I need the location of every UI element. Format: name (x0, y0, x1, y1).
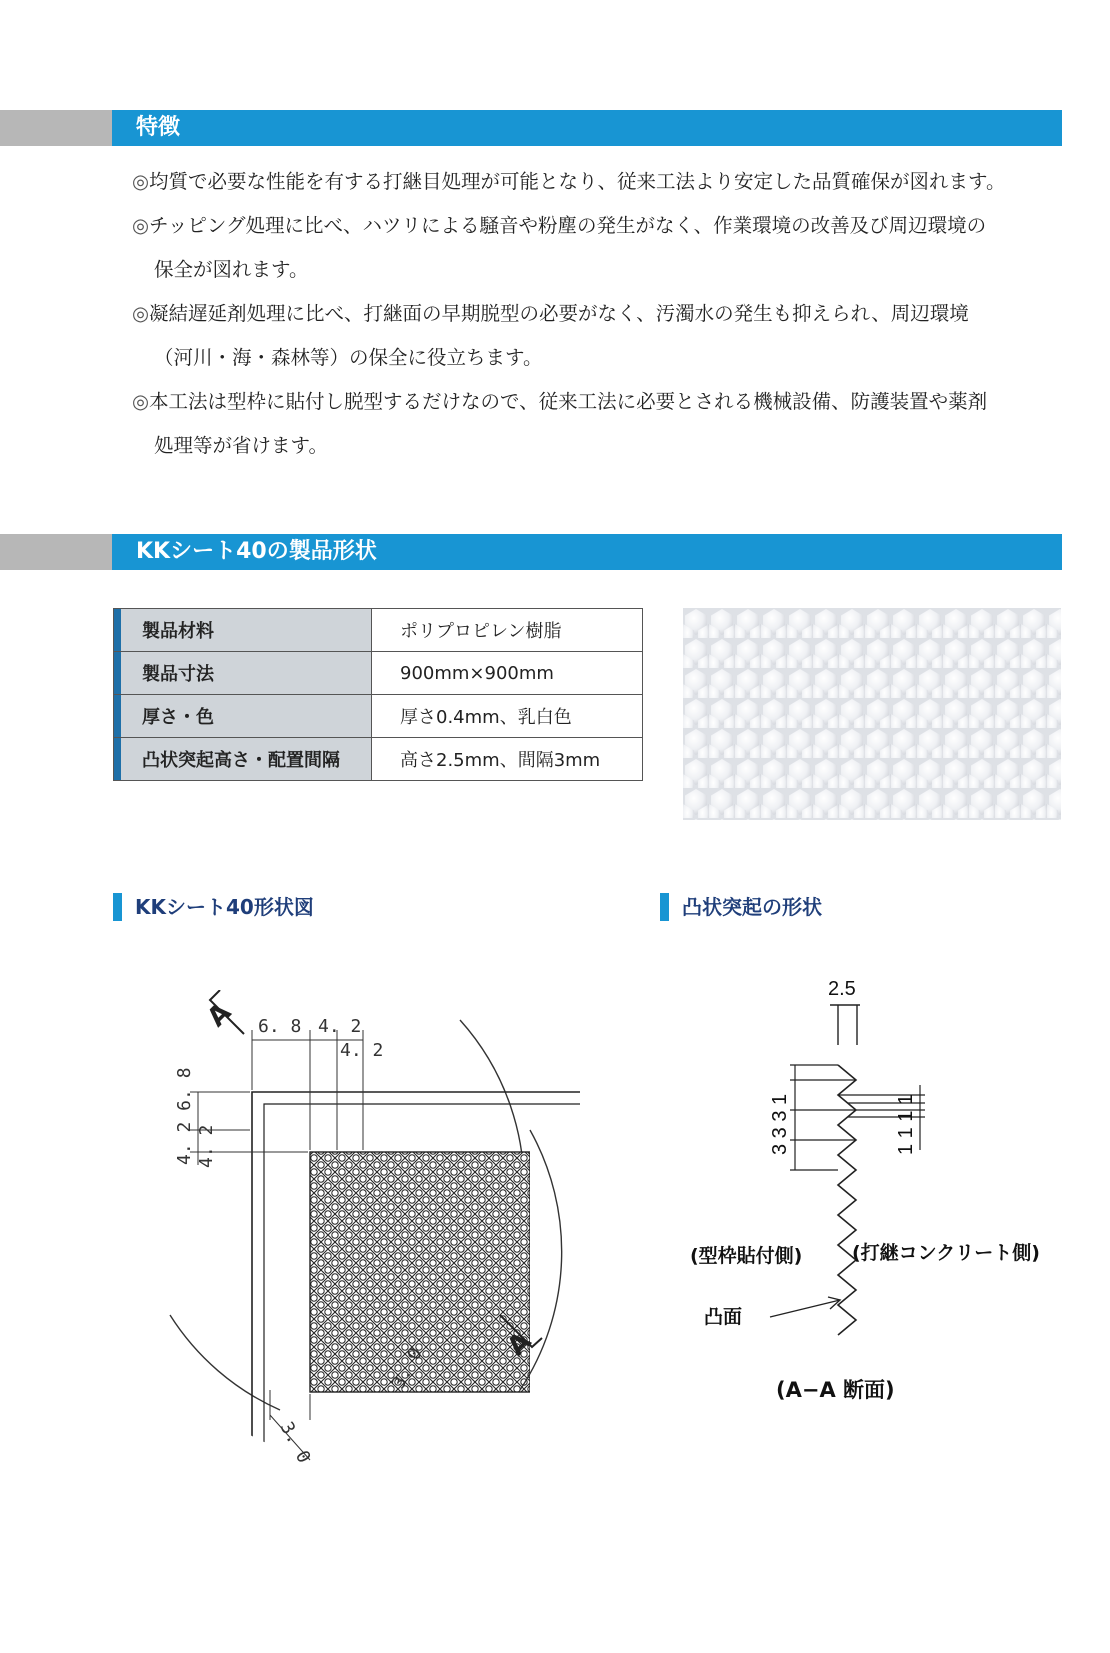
spec-value: 900mm×900mm (372, 652, 643, 695)
label-formwork-side: (型枠貼付側) (690, 1245, 803, 1267)
feature-item-2: ◎チッピング処理に比べ、ハツリによる騒音や粉塵の発生がなく、作業環境の改善及び周辺環境の 保全が図れます。 (132, 204, 986, 292)
spec-value: 厚さ0.4mm、乳白色 (372, 695, 643, 738)
spec-label: 厚さ・色 (114, 695, 372, 738)
spec-value: ポリプロピレン樹脂 (372, 609, 643, 652)
shape-figure-title: KKシート40形状図 (135, 895, 314, 919)
dim-top-3: 4. 2 (340, 1040, 384, 1061)
feature-line-cont: （河川・海・森林等）の保全に役立ちます。 (154, 346, 543, 369)
dim-top-2: 4. 2 (318, 1016, 362, 1037)
label-concrete-side: (打継コンクリート側) (852, 1242, 1040, 1264)
section-mark-top (202, 990, 244, 1034)
dim-left-2: 4. 2 (196, 1124, 217, 1168)
feature-line: 凝結遅延剤処理に比べ、打継面の早期脱型の必要がなく、汚濁水の発生も抑えられ、周辺環境 (149, 302, 969, 325)
table-row (114, 609, 643, 652)
bump-zigzag (838, 1065, 856, 1335)
product-header (0, 534, 1062, 570)
dim-top-1: 6. 8 (258, 1016, 302, 1037)
spec-label: 凸状突起高さ・配置間隔 (114, 738, 372, 781)
sheet-texture-image (683, 608, 1061, 820)
section-caption: (A−A 断面) (776, 1378, 895, 1402)
table-row (114, 652, 643, 695)
spec-label: 製品材料 (114, 609, 372, 652)
spec-value: 高さ2.5mm、間隔3mm (372, 738, 643, 781)
shape-drawing (160, 990, 580, 1470)
feature-line-cont: 保全が図れます。 (154, 258, 309, 281)
feature-line: 均質で必要な性能を有する打継目処理が可能となり、従来工法より安定した品質確保が図れます。 (149, 170, 1006, 193)
label-convex: 凸面 (704, 1306, 743, 1328)
features-title: 特徴 (136, 115, 181, 140)
bump-height-label: 2.5 (828, 978, 856, 1000)
svg-text:A: A (501, 1326, 538, 1362)
sheet-photo (683, 608, 1061, 820)
spec-label: 製品寸法 (114, 652, 372, 695)
dim-bottom-1: 3. 0 (275, 1418, 315, 1467)
svg-text:A: A (201, 997, 238, 1033)
table-row (114, 695, 643, 738)
feature-item-3: ◎凝結遅延剤処理に比べ、打継面の早期脱型の必要がなく、汚濁水の発生も抑えられ、周辺環境 （河川・海・森林等）の保全に役立ちます。 (132, 292, 969, 380)
bump-drawing (680, 975, 1070, 1415)
bump-right-dims: 1 1 1 1 (895, 1093, 917, 1155)
bump-left-dims: 3 3 3 1 (769, 1093, 791, 1155)
dim-left: 4. 2 6. 8 (174, 1067, 195, 1165)
feature-item-4: ◎本工法は型枠に貼付し脱型するだけなので、従来工法に必要とされる機械設備、防護装置や薬剤 処理等が省けます。 (132, 380, 987, 468)
product-title: KKシート40の製品形状 (136, 539, 377, 564)
spec-table (113, 608, 643, 781)
dim-bottom-2: 3. 0 (387, 1344, 427, 1393)
features-header (0, 110, 1062, 146)
feature-line: チッピング処理に比べ、ハツリによる騒音や粉塵の発生がなく、作業環境の改善及び周辺環境の (149, 214, 987, 237)
feature-line: 本工法は型枠に貼付し脱型するだけなので、従来工法に必要とされる機械設備、防護装置や薬剤 (149, 390, 988, 413)
feature-line-cont: 処理等が省けます。 (154, 434, 328, 457)
table-row (114, 738, 643, 781)
bump-figure-title: 凸状突起の形状 (682, 895, 822, 919)
feature-item-1: ◎均質で必要な性能を有する打継目処理が可能となり、従来工法より安定した品質確保が図れます。 (132, 170, 1006, 193)
